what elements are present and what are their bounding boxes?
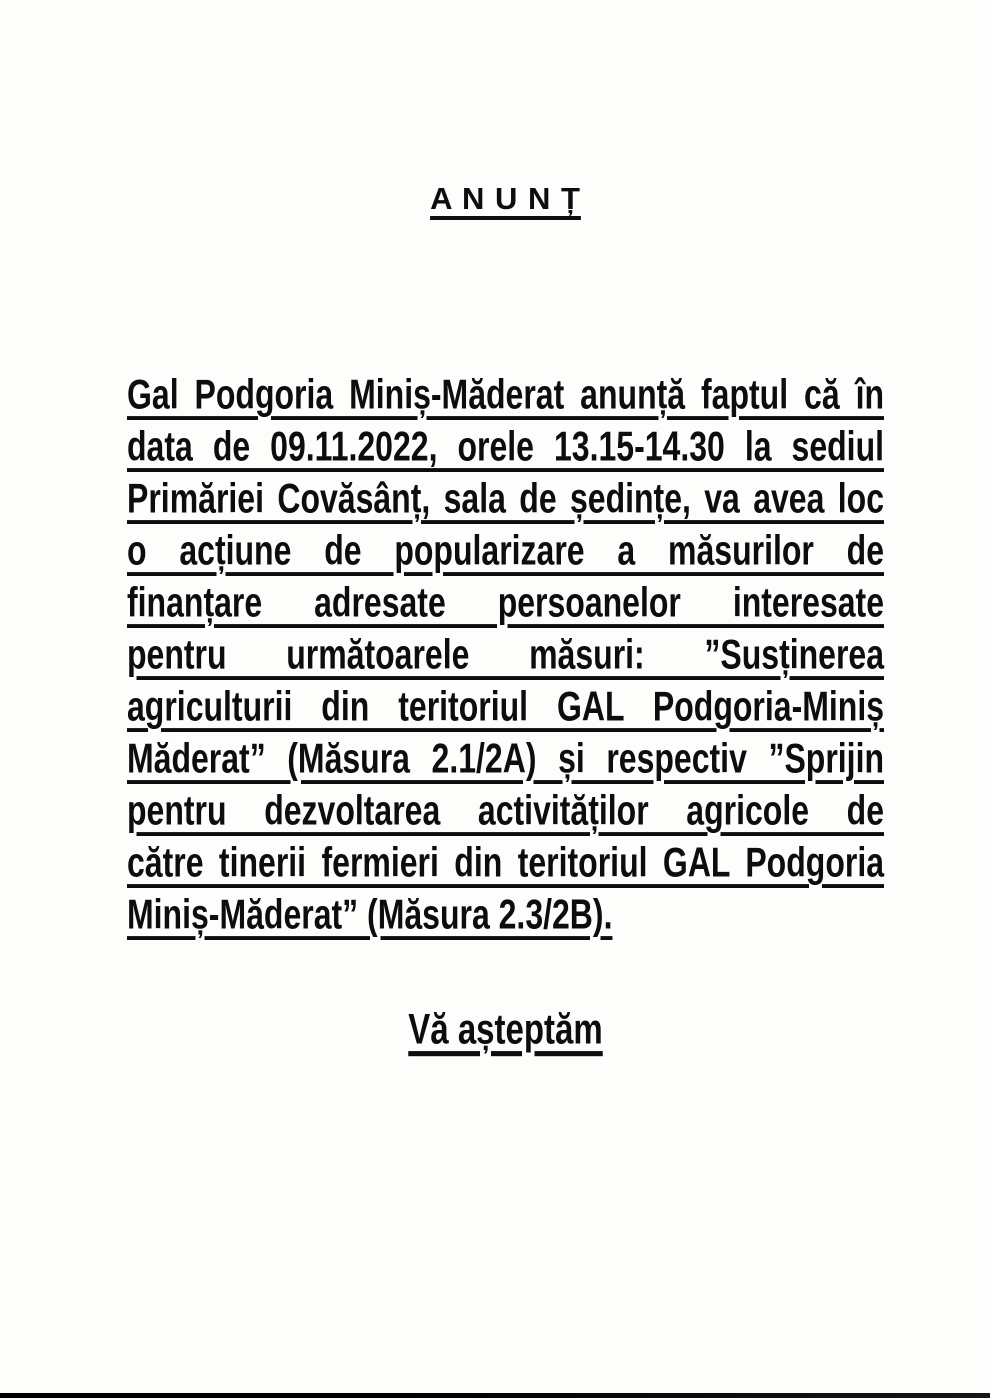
- paragraph-line-2: data de 09.11.2022, orele 13.15-14.30 la sediul: [127, 422, 884, 470]
- document-title: A N U N Ț: [430, 181, 581, 216]
- paragraph-line-7: agriculturii din teritoriul GAL Podgoria-Miniș: [127, 682, 884, 730]
- scan-artifact-bottom-line: [0, 1393, 990, 1398]
- announcement-paragraph: [127, 368, 884, 940]
- closing-text: Vă așteptăm: [408, 1005, 603, 1053]
- paragraph-line-6: pentru următoarele măsuri: ”Susținerea: [127, 630, 884, 678]
- paragraph-line-4: o acțiune de popularizare a măsurilor de: [127, 526, 884, 574]
- paragraph-line-10: către tinerii fermieri din teritoriul GAL Podgoria: [127, 838, 884, 886]
- paragraph-line-5: finanțare adresate persoanelor interesate: [127, 578, 884, 626]
- paragraph-line-8: Măderat” (Măsura 2.1/2A) și respectiv ”Sprijin: [127, 734, 884, 782]
- paragraph-line-1: Gal Podgoria Miniș-Măderat anunță faptul că în: [127, 370, 884, 418]
- paragraph-line-9: pentru dezvoltarea activităților agricole de: [127, 786, 884, 834]
- paragraph-line-11: Miniș-Măderat” (Măsura 2.3/2B).: [127, 890, 613, 938]
- paragraph-line-3: Primăriei Covăsânț, sala de ședințe, va avea loc: [127, 474, 884, 522]
